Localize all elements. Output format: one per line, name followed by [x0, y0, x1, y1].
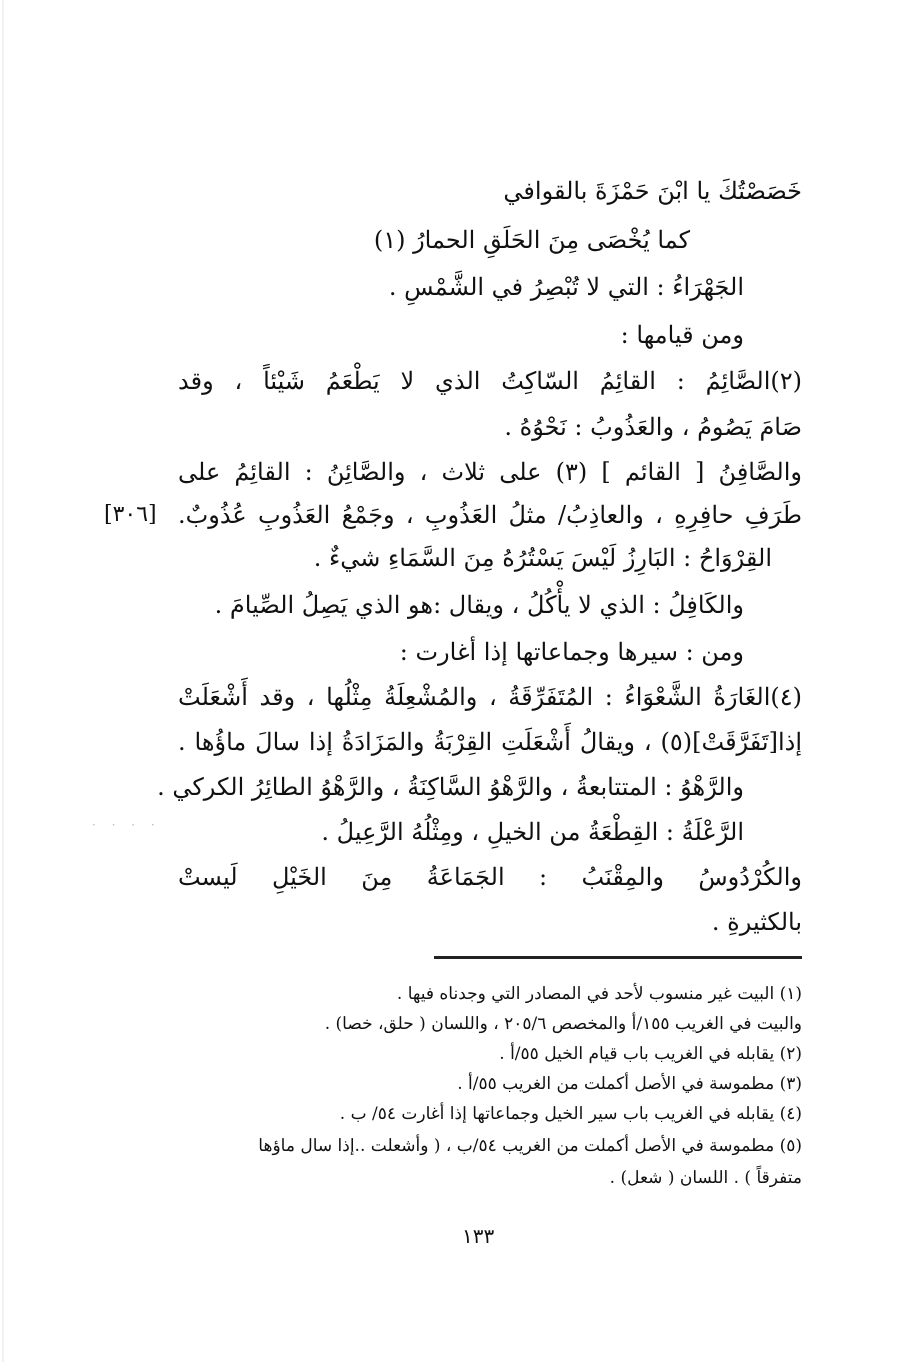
body-line-3: (٢)الصَّائِمُ : القائِمُ السّاكِتُ الذي لا يَطْعَمُ شَيْئاً ، وقد [178, 367, 802, 395]
body-line-9: ومن : سيرها وجماعاتها إذا أغارت : [399, 638, 744, 666]
body-line-1: الجَهْرَاءُ : التي لا تُبْصِرُ في الشَّمْسِ . [388, 273, 744, 301]
page-number: ١٣٣ [462, 1224, 495, 1248]
body-line-13: الرَّعْلَةُ : القِطْعَةُ من الخيلِ ، ومِثْلُهُ الرَّعِيلُ . [321, 818, 744, 846]
body-line-11: إذا[تَفَرَّقَتْ](٥) ، ويقالُ أَشْعَلَتِ القِرْبَةُ والمَزَادَةُ إذا سالَ ماؤُها . [178, 728, 802, 756]
body-line-6: طَرَفِ حافِرِهِ ، والعاذِبُ/ مثلُ العَذُوبِ ، وجَمْعُ العَذُوبِ عُذُوبٌ. [178, 501, 802, 529]
verse-line-1: خَصَصْتُكَ يا ابْنَ حَمْزَةَ بالقوافي [503, 177, 802, 205]
footnote-1-cont: والبيت في الغريب ١٥٥/أ والمخصص ٢٠٥/٦ ، واللسان ( حلق، خصا) . [324, 1014, 802, 1034]
verse-line-2: كما يُخْصَى مِنَ الحَلَقِ الحمارُ (١) [373, 226, 690, 254]
footnote-4: (٤) يقابله في الغريب باب سير الخيل وجماعاتها إذا أغارت ٥٤/ ب . [339, 1104, 802, 1124]
footnote-3: (٣) مطموسة في الأصل أكملت من الغريب ٥٥/أ . [457, 1074, 802, 1094]
body-line-15: بالكثيرةِ . [711, 908, 802, 936]
footnote-1: (١) البيت غير منسوب لأحد في المصادر التي وجدناه فيها . [396, 984, 802, 1004]
body-line-12: والرَّهْوُ : المتتابعةُ ، والرَّهْوُ السَّاكِنَةُ ، والرَّهْوُ الطائِرُ الكركي . [157, 773, 744, 801]
body-line-4: صَامَ يَصُومُ ، والعَذُوبُ : نَحْوُهُ . [504, 413, 802, 441]
margin-folio-note: [٣٠٦] [104, 502, 157, 527]
body-line-14: والكُرْدُوسُ والمِقْنَبُ : الجَمَاعَةُ مِنَ الخَيْلِ لَيستْ [178, 863, 802, 891]
footnote-separator [434, 956, 802, 959]
body-line-7: القِرْوَاحُ : البَارِزُ لَيْسَ يَسْتُرُهُ مِنَ السَّمَاءِ شيءٌ . [313, 544, 772, 572]
footnote-5: (٥) مطموسة في الأصل أكملت من الغريب ٥٤/ب ، ( وأشعلت ..إذا سال ماؤها [258, 1136, 802, 1156]
body-line-10: (٤)الغَارَةُ الشَّعْوَاءُ : المُتَفَرِّقَةُ ، والمُشْعِلَةُ مِثْلُها ، وقد أَشْعَلَتْ [178, 683, 802, 711]
scan-edge-shadow [2, 0, 4, 1362]
footnote-2: (٢) يقابله في الغريب باب قيام الخيل ٥٥/أ . [499, 1044, 802, 1064]
footnote-5-cont: متفرقاً ) . اللسان ( شعل) . [609, 1168, 802, 1188]
body-line-8: والكَافِلُ : الذي لا يأْكُلُ ، ويقال :هو الذي يَصِلُ الصِّيامَ . [214, 591, 744, 619]
body-line-2: ومن قيامها : [620, 321, 744, 349]
body-line-5: والصَّافِنُ [ القائم ] (٣) على ثلاث ، والصَّائِنُ : القائِمُ على [178, 458, 802, 486]
scan-specks: · · · · [92, 818, 161, 832]
